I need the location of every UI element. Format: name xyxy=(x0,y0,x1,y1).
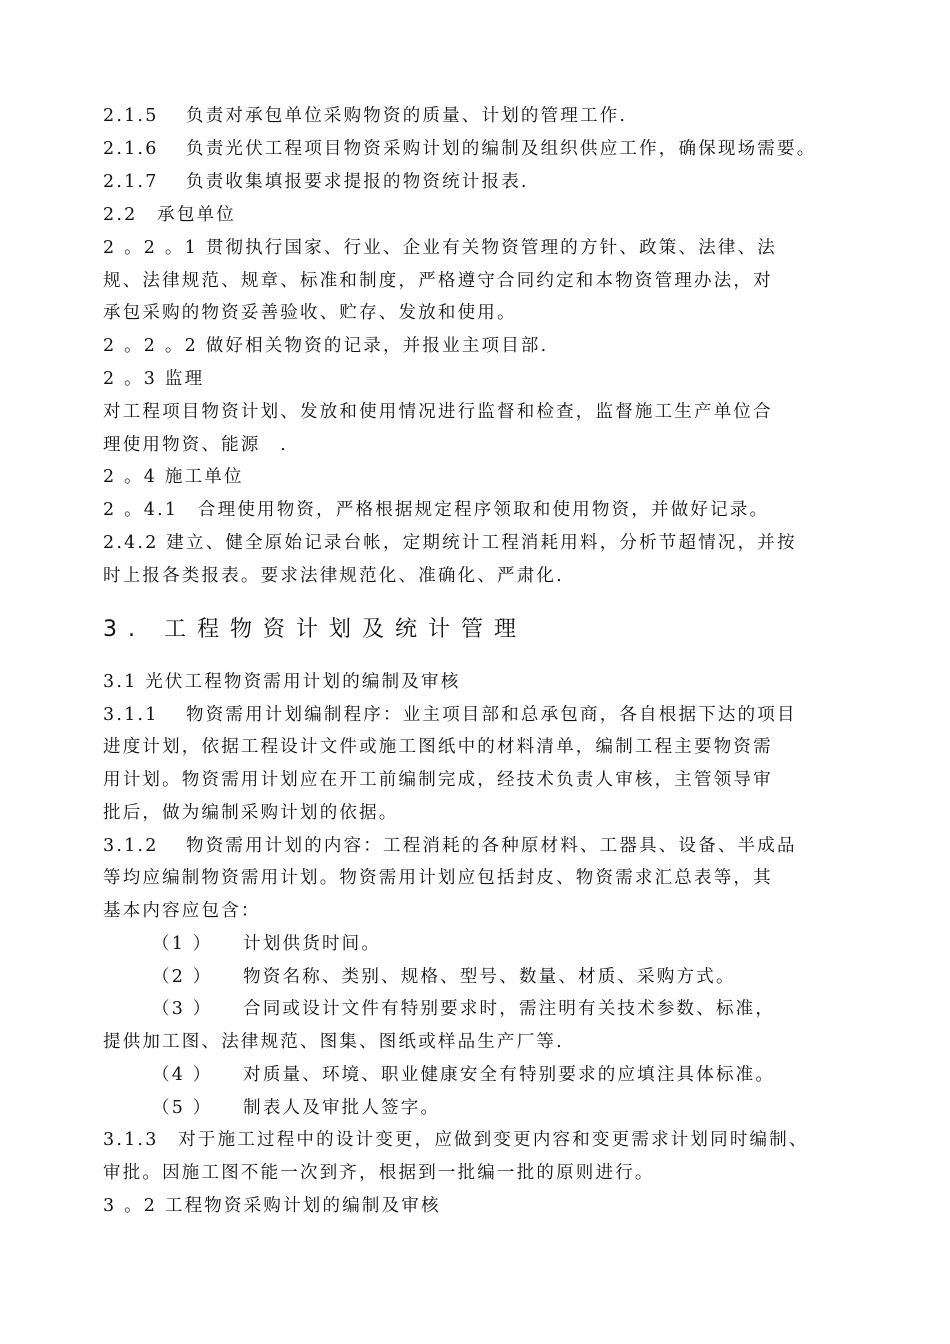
clause-3-1-1-line2: 进度计划，依据工程设计文件或施工图纸中的材料清单，编制工程主要物资需 xyxy=(103,737,773,757)
clause-3-1-1-line3: 用计划。物资需用计划应在开工前编制完成，经技术负责人审核，主管领导审 xyxy=(103,770,773,790)
clause-2-3-line1: 对工程项目物资计划、发放和使用情况进行监督和检查，监督施工生产单位合 xyxy=(103,402,773,422)
clause-2-4-2-line1: 2.4.2 建立、健全原始记录台帐，定期统计工程消耗用料，分析节超情况，并按 xyxy=(103,533,797,553)
subheading-3-2: 3 。2 工程物资采购计划的编制及审核 xyxy=(103,1196,441,1216)
clause-3-1-2-line1: 3.1.2 物资需用计划的内容：工程消耗的各种原材料、工器具、设备、半成品 xyxy=(103,836,797,856)
clause-2-4-2-line2: 时上报各类报表。要求法律规范化、准确化、严肃化. xyxy=(103,566,564,586)
list-item-2: （2 ） 物资名称、类别、规格、型号、数量、材质、采购方式。 xyxy=(152,967,736,987)
list-item-1: （1 ） 计划供货时间。 xyxy=(152,934,382,954)
clause-3-1-1-line1: 3.1.1 物资需用计划编制程序：业主项目部和总承包商，各自根据下达的项目 xyxy=(103,705,797,725)
clause-3-1-2-line2: 等均应编制物资需用计划。物资需用计划应包括封皮、物资需求汇总表等，其 xyxy=(103,868,773,888)
list-item-3-line1: （3 ） 合同或设计文件有特别要求时，需注明有关技术参数、标准， xyxy=(152,999,776,1019)
clause-2-4-1: 2 。4.1 合理使用物资，严格根据规定程序领取和使用物资，并做好记录。 xyxy=(103,500,770,520)
clause-3-1-3-line2: 审批。因施工图不能一次到齐，根据到一批编一批的原则进行。 xyxy=(103,1163,655,1183)
subheading-3-1: 3.1 光伏工程物资需用计划的编制及审核 xyxy=(103,672,461,692)
clause-2-1-7: 2.1.7 负责收集填报要求提报的物资统计报表. xyxy=(103,172,529,192)
list-item-4: （4 ） 对质量、环境、职业健康安全有特别要求的应填注具体标准。 xyxy=(152,1065,776,1085)
clause-2-2-2: 2 。2 。2 做好相关物资的记录，并报业主项目部. xyxy=(103,336,549,356)
clause-2-1-6: 2.1.6 负责光伏工程项目物资采购计划的编制及组织供应工作，确保现场需要。 xyxy=(103,139,817,159)
subheading-2-3: 2 。3 监理 xyxy=(103,369,205,389)
subheading-2-4: 2 。4 施工单位 xyxy=(103,467,244,487)
clause-2-1-5: 2.1.5 负责对承包单位采购物资的质量、计划的管理工作. xyxy=(103,106,628,126)
clause-2-2-1-line2: 规、法律规范、规章、标准和制度，严格遵守合同约定和本物资管理办法，对 xyxy=(103,271,773,291)
list-item-3-line2: 提供加工图、法律规范、图集、图纸或样品生产厂等. xyxy=(103,1032,564,1052)
list-item-5: （5 ） 制表人及审批人签字。 xyxy=(152,1098,441,1118)
clause-3-1-1-line4: 批后，做为编制采购计划的依据。 xyxy=(103,803,399,823)
subheading-2-2: 2.2 承包单位 xyxy=(103,205,236,225)
clause-2-2-1-line3: 承包采购的物资妥善验收、贮存、发放和使用。 xyxy=(103,303,517,323)
clause-3-1-3-line1: 3.1.3 对于施工过程中的设计变更，应做到变更内容和变更需求计划同时编制、 xyxy=(103,1130,809,1150)
section-3-title: 3. 工程物资计划及统计管理 xyxy=(103,617,527,642)
clause-2-2-1-line1: 2 。2 。1 贯彻执行国家、行业、企业有关物资管理的方针、政策、法律、法 xyxy=(103,238,777,258)
clause-2-3-line2: 理使用物资、能源 . xyxy=(103,435,289,455)
clause-3-1-2-line3: 基本内容应包含： xyxy=(103,901,261,921)
